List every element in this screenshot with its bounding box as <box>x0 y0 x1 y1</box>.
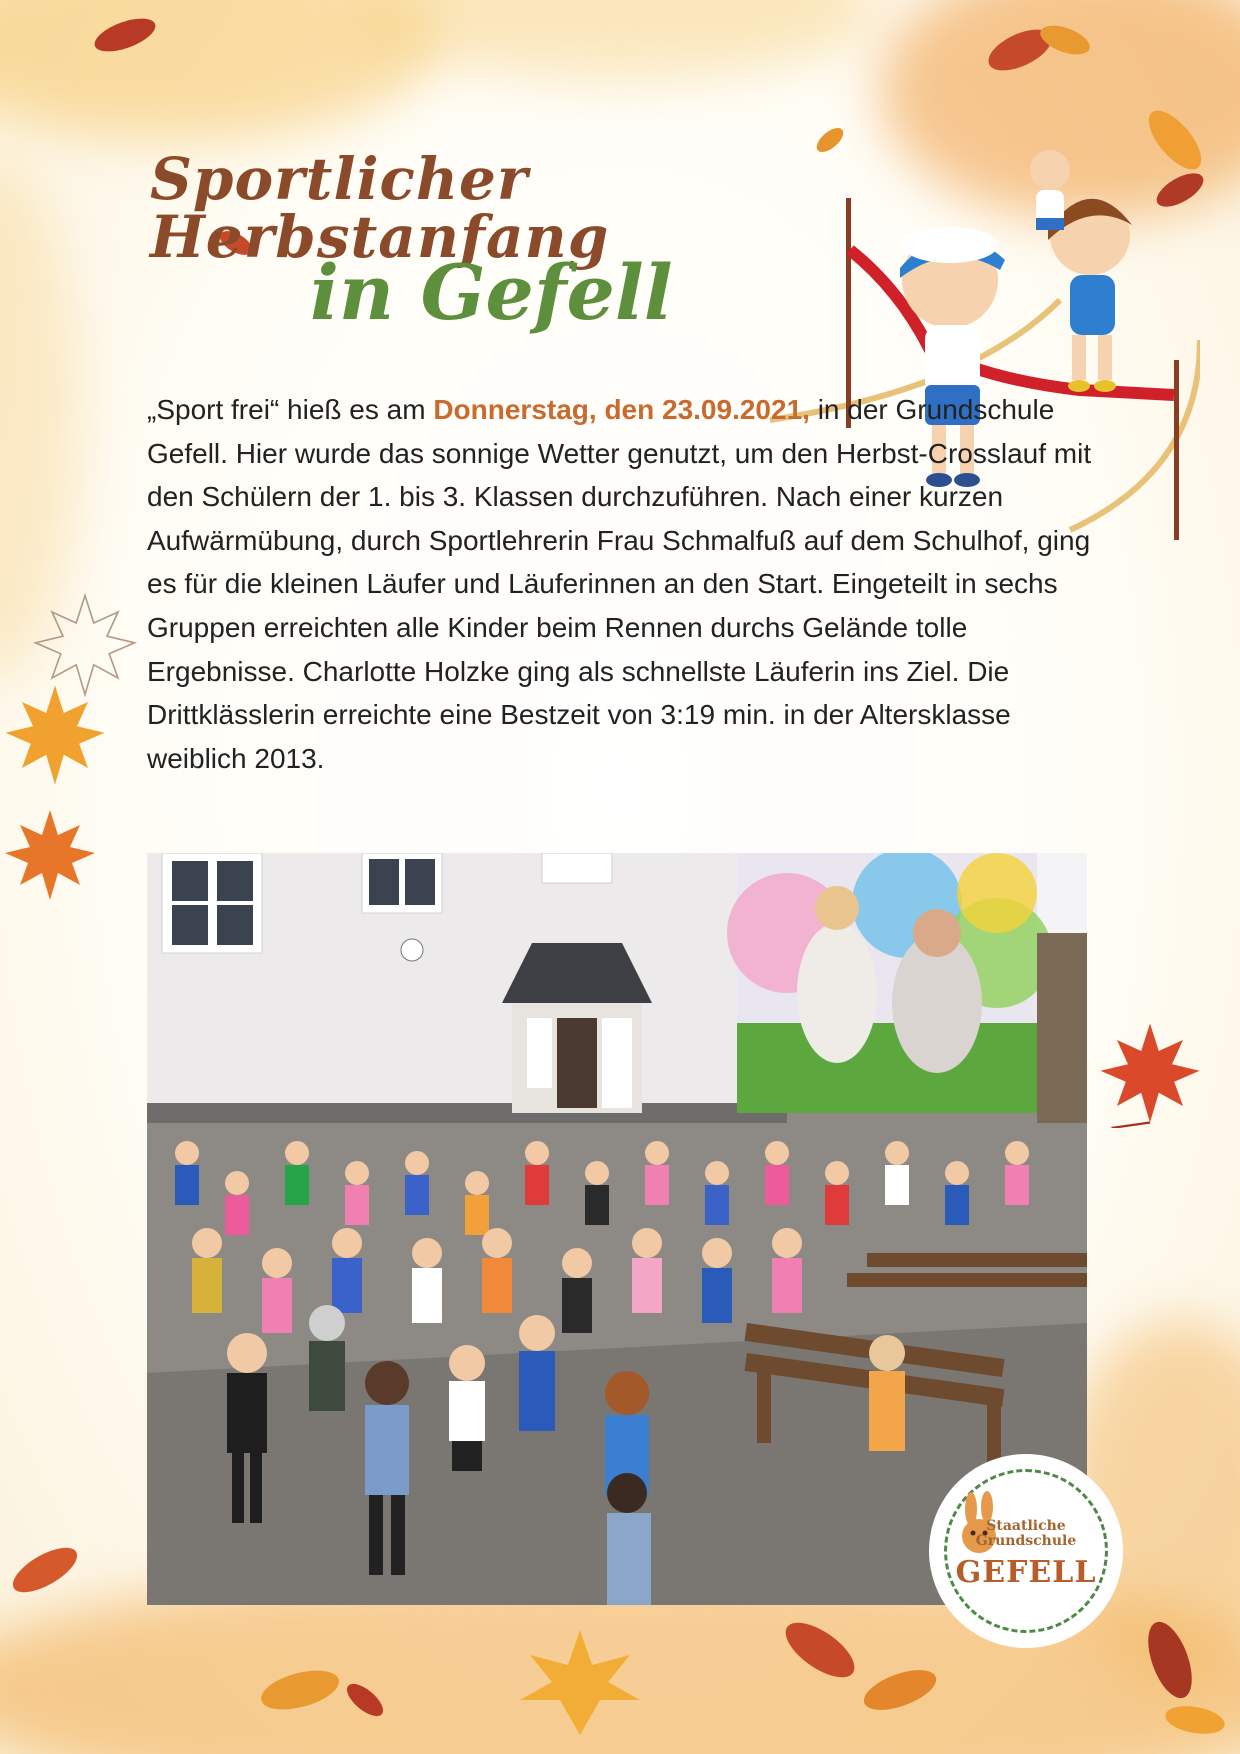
leaf-icon <box>480 1620 680 1740</box>
schoolyard-photo <box>147 853 1087 1605</box>
leaf-icon <box>760 1590 960 1740</box>
badge-title: GEFELL <box>955 1555 1097 1590</box>
article-body: in der Grundschule Gefell. Hier wurde das sonnige Wetter genutzt, um den Herbst-Crosslauf mit den Schülern der 1. bis 3. Klassen durchzuführen. Nach einer kurzen Aufwärmübung, durch Sportlehrerin Frau Schmalfuß auf dem Schulhof, ging es für die kleinen Läufer und Läuferinnen an den Start. Eingeteilt in sechs Gruppen erreichten alle Kinder beim Rennen durchs Gelände tolle Ergebnisse. Charlotte Holzke ging als schnellste Läuferin ins Ziel. Die Drittklässlerin erreichte eine Bestzeit von 3:19 min. in der Altersklasse weiblich 2013. <box>147 394 1092 774</box>
article-date-highlight: Donnerstag, den 23.09.2021, <box>433 394 810 425</box>
article-intro: „Sport frei“ hieß es am <box>147 394 434 425</box>
watercolor-wash-top <box>360 0 880 80</box>
leaf-icon <box>240 1640 400 1740</box>
badge-subtitle: Staatliche Grundschule <box>975 1518 1077 1550</box>
school-logo-badge <box>933 1458 1119 1644</box>
finish-post-right <box>1174 360 1179 540</box>
headline: Sportlicher Herbstanfang <box>150 145 610 271</box>
article-text <box>147 388 1107 780</box>
maple-leaf-icon <box>0 790 100 920</box>
maple-leaf-outline-icon <box>30 590 140 700</box>
leaf-icon <box>1100 1600 1240 1750</box>
leaf-icon <box>0 1520 120 1620</box>
leaf-icon <box>90 10 160 60</box>
finish-ribbon-icon <box>850 250 1174 395</box>
maple-leaf-icon <box>1090 1018 1210 1128</box>
leaf-icon <box>980 10 1100 90</box>
subheadline: in Gefell <box>310 248 673 337</box>
